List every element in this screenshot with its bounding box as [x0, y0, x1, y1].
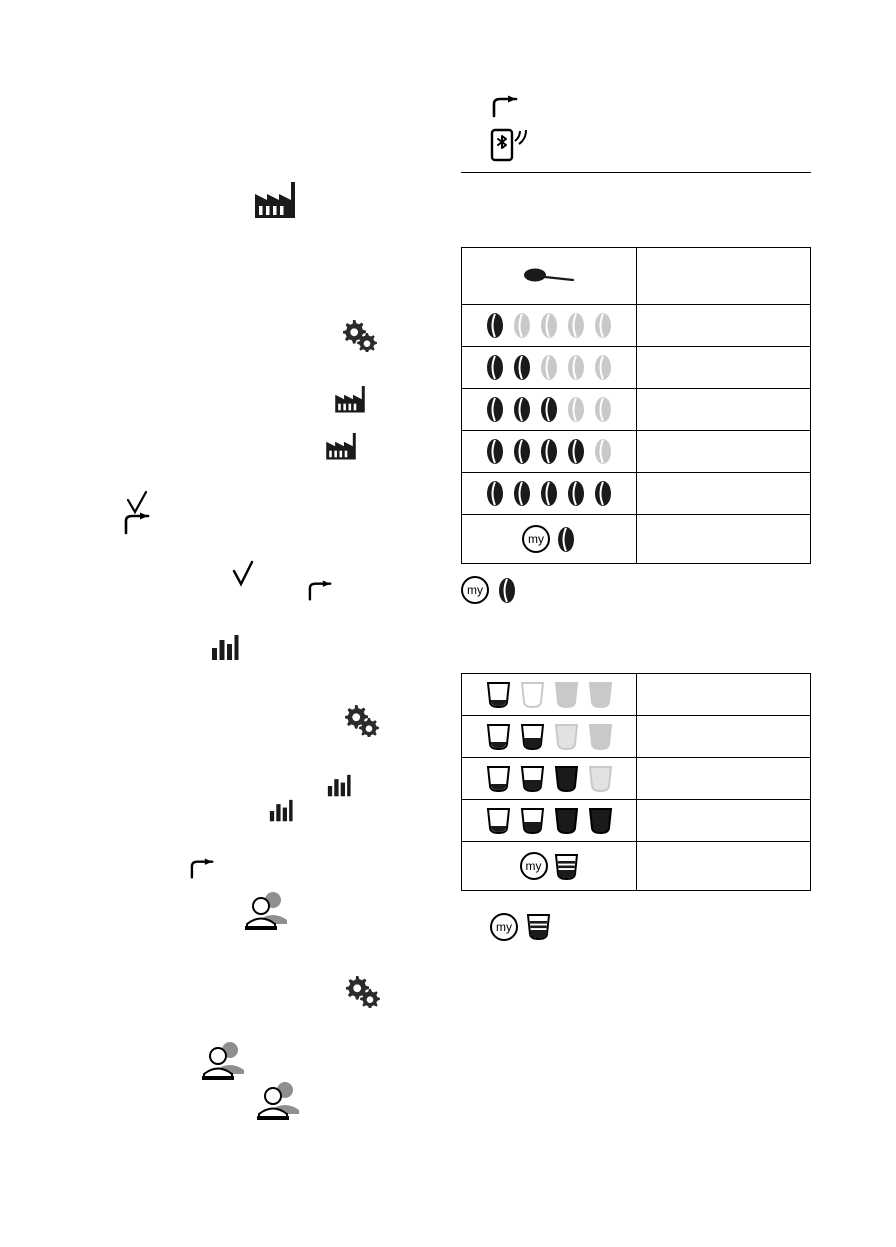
- volume-description-4: [637, 800, 811, 842]
- coffee-bean-icon: [566, 480, 586, 507]
- gears-icon: [342, 705, 380, 742]
- coffee-bean-icon: [512, 438, 532, 465]
- bean-legend: [461, 576, 525, 604]
- table-row: [462, 758, 811, 800]
- table-header-row: [462, 248, 811, 305]
- volume-description-2: [637, 716, 811, 758]
- strength-description-1: [637, 305, 811, 347]
- table-row: [462, 515, 811, 564]
- table-row: [462, 842, 811, 891]
- gears-icon: [340, 320, 378, 357]
- strength-description-3: [637, 389, 811, 431]
- coffee-bean-icon: [512, 396, 532, 423]
- user-profile-icon: [200, 1040, 246, 1087]
- factory-icon: [252, 178, 298, 225]
- strength-my-level: [462, 515, 637, 564]
- user-profile-icon: [255, 1080, 301, 1127]
- coffee-bean-icon: [539, 480, 559, 507]
- cup-icon: [588, 722, 613, 751]
- phone-bluetooth-icon[interactable]: [489, 128, 537, 167]
- cup-icon: [554, 722, 579, 751]
- table-row: [462, 347, 811, 389]
- strength-header-text-cell: [637, 248, 811, 305]
- table-row: [462, 305, 811, 347]
- volume-level-2: [462, 716, 637, 758]
- cup-icon: [486, 722, 511, 751]
- coffee-bean-icon: [566, 312, 586, 339]
- strength-description-4: [637, 431, 811, 473]
- factory-icon: [333, 383, 367, 419]
- back-arrow-icon: [306, 580, 336, 609]
- cup-icon: [588, 764, 613, 793]
- coffee-bean-icon: [593, 438, 613, 465]
- volume-description-3: [637, 758, 811, 800]
- bar-chart-icon: [268, 799, 294, 828]
- coffee-bean-icon: [485, 354, 505, 381]
- table-row: [462, 473, 811, 515]
- strength-level-4: [462, 431, 637, 473]
- table-row: [462, 674, 811, 716]
- coffee-bean-icon: [512, 312, 532, 339]
- coffee-bean-icon: [539, 396, 559, 423]
- coffee-bean-icon: [485, 480, 505, 507]
- strength-level-3: [462, 389, 637, 431]
- cup-icon: [554, 764, 579, 793]
- coffee-bean-icon: [593, 354, 613, 381]
- volume-level-1: [462, 674, 637, 716]
- coffee-bean-icon: [566, 396, 586, 423]
- cup-icon: [554, 806, 579, 835]
- coffee-bean-icon: [512, 354, 532, 381]
- factory-icon: [324, 430, 358, 466]
- cup-icon: [486, 764, 511, 793]
- strength-level-1: [462, 305, 637, 347]
- strength-level-2: [462, 347, 637, 389]
- coffee-bean-icon: [485, 312, 505, 339]
- coffee-bean-icon: [556, 526, 576, 553]
- cup-icon: [554, 852, 579, 881]
- coffee-bean-icon: [539, 312, 559, 339]
- coffee-bean-icon: [566, 354, 586, 381]
- cup-icon: [588, 806, 613, 835]
- back-arrow-icon: [122, 512, 154, 543]
- table-row: [462, 389, 811, 431]
- cup-icon: [554, 680, 579, 709]
- user-profile-icon: [243, 890, 289, 937]
- header-divider: [461, 172, 811, 173]
- strength-description-my: [637, 515, 811, 564]
- volume-level-3: [462, 758, 637, 800]
- volume-description-1: [637, 674, 811, 716]
- coffee-bean-icon: [539, 438, 559, 465]
- strength-level-5: [462, 473, 637, 515]
- coffee-bean-icon: [485, 396, 505, 423]
- strength-header-cell: [462, 248, 637, 305]
- table-row: [462, 431, 811, 473]
- cup-icon: [520, 764, 545, 793]
- table-row: [462, 800, 811, 842]
- check-icon: [230, 560, 256, 593]
- coffee-bean-icon: [539, 354, 559, 381]
- cup-icon: [520, 680, 545, 709]
- coffee-bean-icon: [593, 480, 613, 507]
- coffee-bean-icon: [566, 438, 586, 465]
- bar-chart-icon: [326, 774, 352, 803]
- volume-my-level: [462, 842, 637, 891]
- strength-description-2: [637, 347, 811, 389]
- coffee-bean-icon: [593, 396, 613, 423]
- my-badge: my: [461, 576, 489, 604]
- cup-icon: [520, 722, 545, 751]
- coffee-strength-table: [461, 247, 811, 564]
- cup-icon: [520, 806, 545, 835]
- cup-legend: [490, 912, 559, 941]
- cup-icon: [526, 912, 551, 941]
- bar-chart-icon: [210, 634, 240, 667]
- my-badge: my: [520, 852, 548, 880]
- cup-icon: [588, 680, 613, 709]
- table-row: [462, 716, 811, 758]
- volume-description-my: [637, 842, 811, 891]
- coffee-volume-table: [461, 673, 811, 891]
- coffee-bean-icon: [512, 480, 532, 507]
- volume-level-4: [462, 800, 637, 842]
- coffee-bean-icon: [593, 312, 613, 339]
- coffee-bean-icon: [485, 438, 505, 465]
- cup-icon: [486, 806, 511, 835]
- gears-icon: [343, 976, 381, 1013]
- coffee-bean-icon: [497, 577, 517, 604]
- strength-description-5: [637, 473, 811, 515]
- my-badge: my: [490, 913, 518, 941]
- cup-icon: [486, 680, 511, 709]
- spoon-icon: [521, 265, 577, 287]
- my-badge: my: [522, 525, 550, 553]
- back-arrow-icon[interactable]: [490, 95, 522, 126]
- back-arrow-icon: [188, 858, 218, 887]
